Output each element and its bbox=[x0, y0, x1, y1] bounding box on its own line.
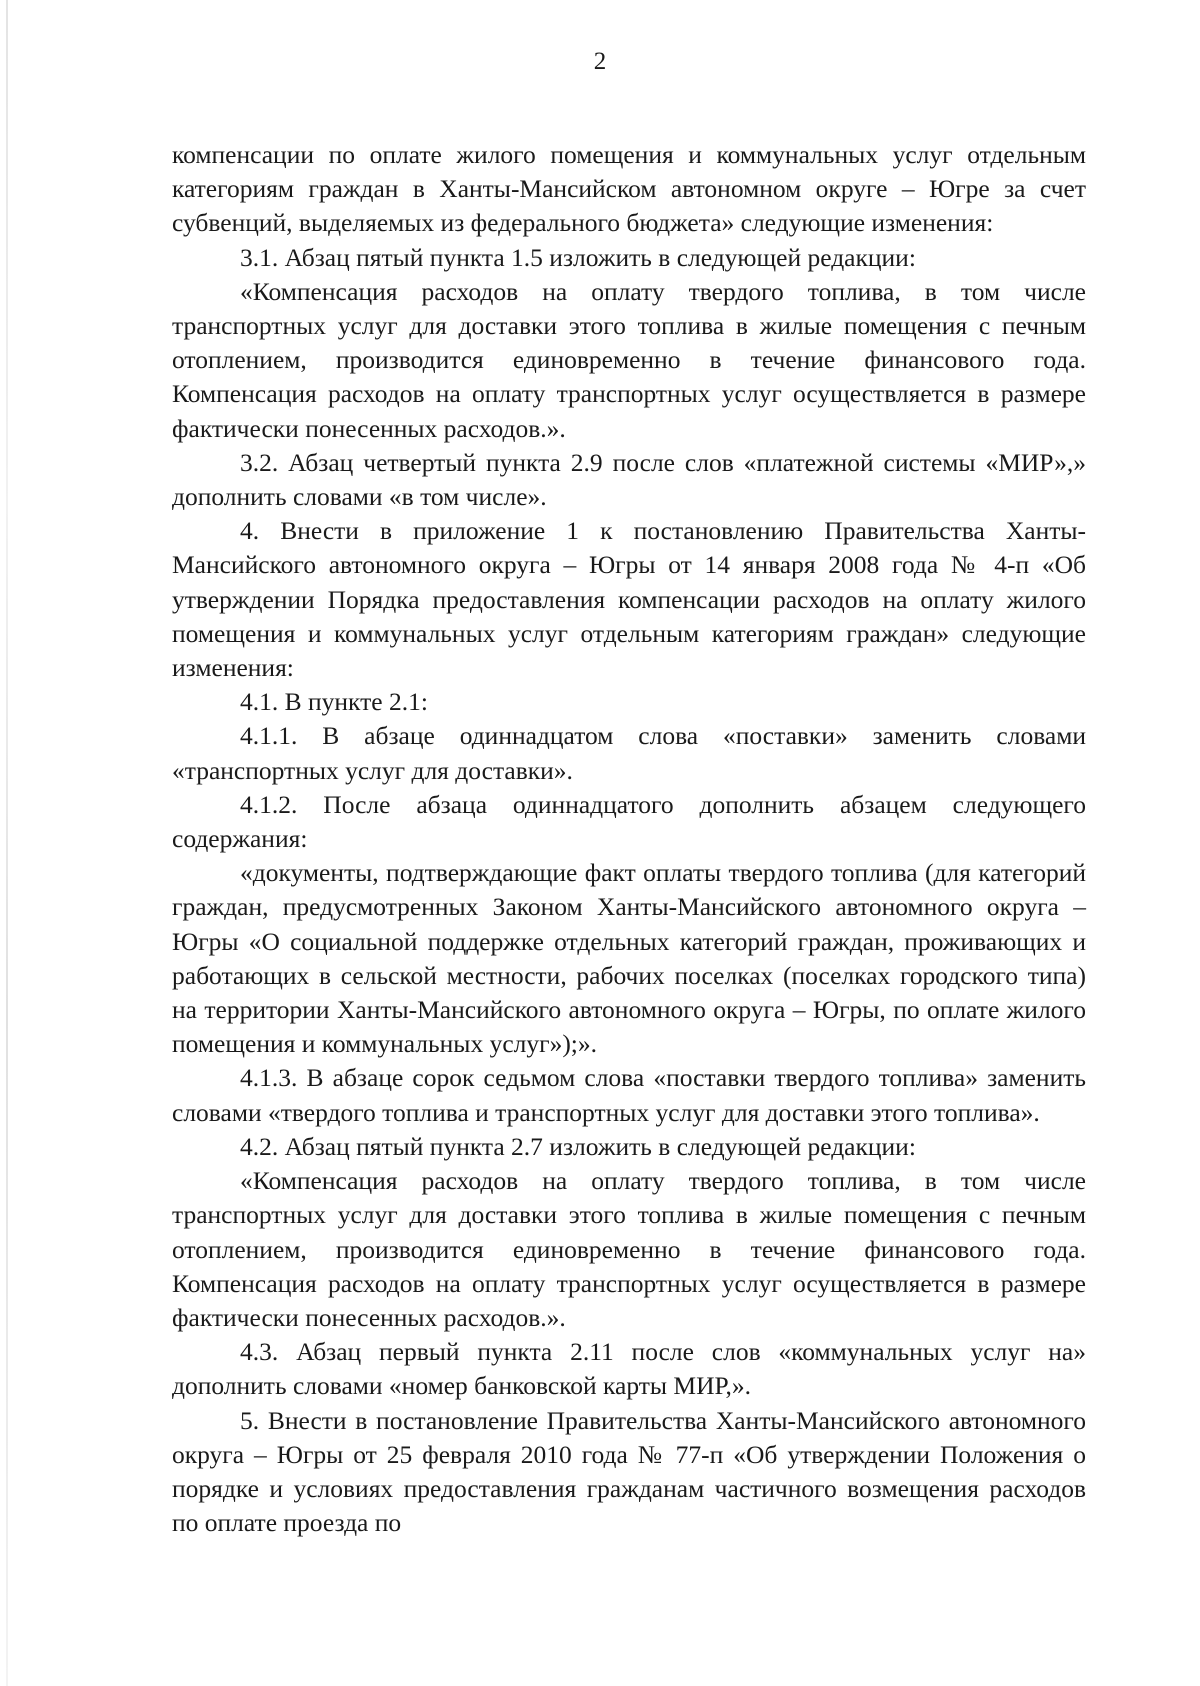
paragraph: «документы, подтверждающие факт оплаты твердого топлива (для категорий граждан, предусмотренных Законом Ханты-Мансийского автономного округа – Югры «О социальной поддержке отдельных категорий граждан, проживающих и работающих в сельской местности, рабочих поселках (поселках городского типа) на территории Ханты-Мансийского автономного округа – Югры, по оплате жилого помещения и коммунальных услуг»);». bbox=[172, 858, 1086, 1059]
paragraph: 3.2. Абзац четвертый пункта 2.9 после слов «платежной системы «МИР»,» дополнить словами «в том числе». bbox=[172, 447, 1086, 512]
paragraph: «Компенсация расходов на оплату твердого топлива, в том числе транспортных услуг для доставки этого топлива в жилые помещения с печным отоплением, производится единовременно в течение финансового года. Компенсация расходов на оплату транспортных услуг осуществляется в размере фактически понесенных расходов.». bbox=[172, 1166, 1086, 1332]
paragraph: 5. Внести в постановление Правительства Ханты-Мансийского автономного округа – Югры от 25 февраля 2010 года № 77-п «Об утверждении Положения о порядке и условиях предоставления гражданам частичного возмещения расходов по оплате проезда по bbox=[172, 1405, 1086, 1538]
paragraph: компенсации по оплате жилого помещения и коммунальных услуг отдельным категориям граждан в Ханты-Мансийском автономном округе – Югре за счет субвенций, выделяемых из федерального бюджета» следующие изменения: bbox=[172, 140, 1086, 238]
document-body bbox=[172, 138, 1086, 1540]
paragraph: 4.1.1. В абзаце одиннадцатом слова «поставки» заменить словами «транспортных услуг для доставки». bbox=[172, 721, 1086, 785]
paragraph: 4.1. В пункте 2.1: bbox=[240, 687, 428, 717]
page-number: 2 bbox=[593, 48, 607, 75]
paragraph: 3.1. Абзац пятый пункта 1.5 изложить в следующей редакции: bbox=[240, 242, 916, 272]
paragraph: 4.2. Абзац пятый пункта 2.7 изложить в следующей редакции: bbox=[240, 1131, 916, 1161]
paragraph: 4.1.3. В абзаце сорок седьмом слова «поставки твердого топлива» заменить словами «твердого топлива и транспортных услуг для доставки этого топлива». bbox=[172, 1063, 1086, 1127]
paragraph: 4.1.2. После абзаца одиннадцатого дополнить абзацем следующего содержания: bbox=[172, 789, 1086, 854]
scan-edge-shadow bbox=[6, 0, 8, 1686]
paragraph: 4. Внести в приложение 1 к постановлению Правительства Ханты-Мансийского автономного округа – Югры от 14 января 2008 года № 4-п «Об утверждении Порядка предоставления компенсации расходов на оплату жилого помещения и коммунальных услуг отдельным категориям граждан» следующие изменения: bbox=[172, 516, 1086, 683]
paragraph: 4.3. Абзац первый пункта 2.11 после слов «коммунальных услуг на» дополнить словами «номер банковской карты МИР,». bbox=[172, 1337, 1086, 1401]
paragraph: «Компенсация расходов на оплату твердого топлива, в том числе транспортных услуг для доставки этого топлива в жилые помещения с печным отоплением, производится единовременно в течение финансового года. Компенсация расходов на оплату транспортных услуг осуществляется в размере фактически понесенных расходов.». bbox=[172, 276, 1086, 443]
